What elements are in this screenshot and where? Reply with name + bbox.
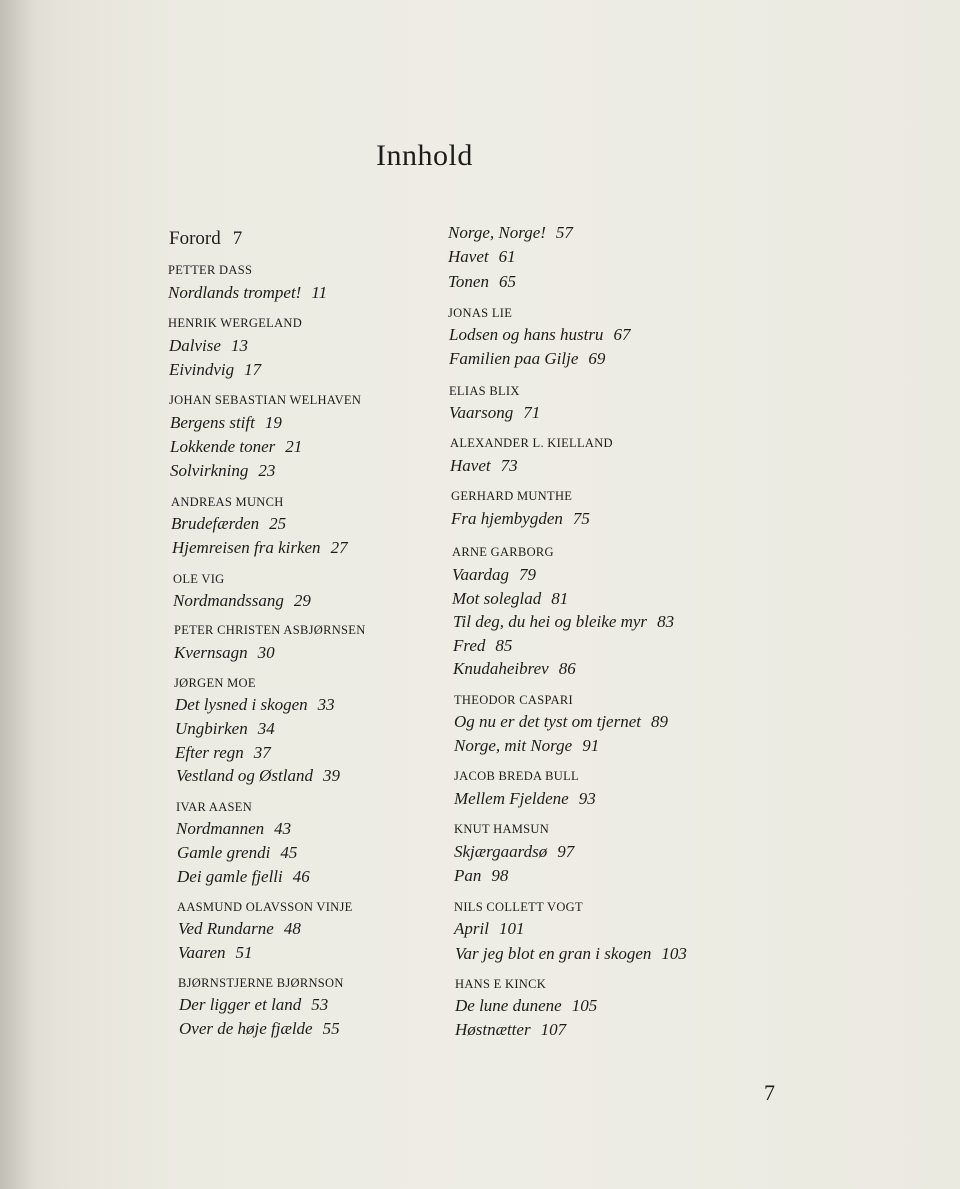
poem-title: Nordmannen: [176, 819, 265, 838]
poem-title: Og nu er det tyst om tjernet: [454, 712, 641, 731]
author-heading: PETER CHRISTEN ASBJØRNSEN: [174, 623, 366, 637]
page-ref: 13: [230, 336, 248, 355]
page-ref: 45: [280, 843, 298, 862]
page-ref: 25: [269, 514, 287, 533]
toc-entry: [454, 865, 508, 887]
page-ref: 19: [264, 413, 282, 432]
author-heading: HANS E KINCK: [455, 977, 547, 991]
poem-title: Fred: [453, 636, 486, 655]
toc-entry: [169, 335, 248, 357]
toc-entry: [177, 866, 310, 888]
poem-title: Fra hjembygden: [451, 509, 563, 528]
toc-entry: [455, 943, 687, 965]
page-ref: 79: [519, 565, 536, 584]
poem-title: Norge, mit Norge: [454, 736, 573, 755]
foreword-entry: [169, 227, 242, 251]
poem-title: Lokkende toner: [170, 437, 276, 456]
author-heading: HENRIK WERGELAND: [168, 316, 303, 330]
toc-entry: [452, 588, 568, 610]
page-ref: 85: [495, 636, 513, 655]
poem-title: Dei gamle fjelli: [177, 867, 283, 886]
poem-title: Norge, Norge!: [448, 223, 546, 242]
toc-entry: [172, 537, 348, 559]
poem-title: Dalvise: [169, 336, 221, 355]
author-heading: JONAS LIE: [448, 306, 513, 320]
toc-entry: [171, 513, 286, 535]
author-heading: ALEXANDER L. KIELLAND: [450, 436, 613, 450]
toc-entry: [450, 455, 518, 477]
toc-entry: [453, 635, 512, 657]
toc-entry: [178, 918, 301, 940]
author-heading: ARNE GARBORG: [452, 545, 554, 559]
page-ref: 11: [311, 283, 328, 302]
poem-title: Det lysned i skogen: [175, 695, 308, 714]
toc-entry: [454, 711, 668, 733]
poem-title: Nordmandssang: [173, 591, 284, 610]
toc-entry: [448, 222, 573, 244]
poem-title: Hjemreisen fra kirken: [172, 538, 321, 557]
toc-entry: [175, 694, 335, 716]
page-ref: 27: [330, 538, 348, 557]
page-ref: 39: [322, 766, 340, 785]
page-ref: 57: [555, 223, 573, 242]
toc-entry: [169, 359, 261, 381]
toc-entry: [175, 718, 275, 740]
poem-title: Ungbirken: [175, 719, 248, 738]
poem-title: Pan: [454, 866, 482, 885]
page-ref: 23: [258, 461, 276, 480]
poem-title: April: [454, 919, 489, 938]
page-ref: 21: [285, 437, 303, 456]
toc-entry: [449, 348, 605, 370]
author-heading: THEODOR CASPARI: [454, 693, 573, 707]
poem-title: Havet: [450, 456, 491, 475]
page-ref: 29: [293, 591, 311, 610]
toc-entry: [170, 436, 302, 458]
author-heading: JOHAN SEBASTIAN WELHAVEN: [169, 393, 362, 407]
author-heading: OLE VIG: [173, 572, 225, 586]
author-heading: PETTER DASS: [168, 263, 253, 277]
page-ref: 53: [311, 995, 329, 1014]
toc-entry: [176, 765, 340, 787]
toc-entry: [453, 658, 576, 680]
author-heading: KNUT HAMSUN: [454, 822, 550, 836]
poem-title: Havet: [448, 247, 489, 266]
page-ref: 46: [292, 867, 310, 886]
page-ref: 71: [523, 403, 541, 422]
poem-title: Tonen: [448, 272, 489, 291]
page-ref: 61: [498, 247, 516, 266]
page-ref: 107: [540, 1020, 567, 1039]
foreword-label: Forord: [169, 228, 221, 249]
poem-title: Vaaren: [178, 943, 226, 962]
page-ref: 17: [244, 360, 262, 379]
foreword-page: 7: [232, 228, 243, 249]
page-ref: 83: [657, 612, 675, 631]
page-ref: 73: [500, 456, 518, 475]
poem-title: Vaarsong: [449, 403, 514, 422]
poem-title: Der ligger et land: [179, 995, 302, 1014]
page-ref: 81: [551, 589, 569, 608]
poem-title: De lune dunene: [455, 996, 562, 1015]
toc-entry: [449, 324, 630, 346]
poem-title: Kvernsagn: [174, 643, 248, 662]
toc-entry: [453, 611, 674, 633]
toc-entry: [451, 508, 590, 530]
page-ref: 97: [557, 842, 575, 861]
toc-entry: [454, 735, 599, 757]
toc-entry: [454, 841, 574, 863]
page-ref: 55: [322, 1019, 340, 1038]
page-ref: 91: [582, 736, 600, 755]
toc-entry: [179, 994, 328, 1016]
poem-title: Efter regn: [175, 743, 244, 762]
page-ref: 48: [283, 919, 301, 938]
page-ref: 105: [571, 996, 598, 1015]
toc-entry: [452, 564, 536, 586]
toc-entry: [448, 246, 516, 268]
author-heading: NILS COLLETT VOGT: [454, 900, 583, 914]
poem-title: Mot soleglad: [452, 589, 542, 608]
page-ref: 75: [572, 509, 590, 528]
spine-shadow: [0, 0, 34, 1189]
poem-title: Ved Rundarne: [178, 919, 274, 938]
poem-title: Lodsen og hans hustru: [449, 325, 604, 344]
poem-title: Høstnætter: [455, 1020, 531, 1039]
poem-title: Bergens stift: [170, 413, 255, 432]
poem-title: Var jeg blot en gran i skogen: [455, 944, 652, 963]
toc-entry: [178, 942, 253, 964]
page-ref: 43: [274, 819, 292, 838]
author-heading: ELIAS BLIX: [449, 384, 520, 398]
toc-entry: [454, 788, 596, 810]
poem-title: Knudaheibrev: [453, 659, 549, 678]
toc-entry: [170, 460, 275, 482]
poem-title: Skjærgaardsø: [454, 842, 548, 861]
toc-entry: [177, 842, 297, 864]
page-ref: 37: [253, 743, 271, 762]
page-ref: 65: [498, 272, 516, 291]
page-ref: 93: [578, 789, 596, 808]
toc-entry: [170, 412, 282, 434]
author-heading: JØRGEN MOE: [174, 676, 256, 690]
page-ref: 67: [613, 325, 631, 344]
toc-entry: [173, 590, 311, 612]
poem-title: Mellem Fjeldene: [454, 789, 569, 808]
toc-entry: [179, 1018, 340, 1040]
poem-title: Vaardag: [452, 565, 509, 584]
page-ref: 89: [650, 712, 668, 731]
page-ref: 33: [317, 695, 335, 714]
page-ref: 98: [491, 866, 509, 885]
poem-title: Solvirkning: [170, 461, 249, 480]
author-heading: JACOB BREDA BULL: [454, 769, 579, 783]
page-ref: 103: [661, 944, 687, 963]
page-ref: 30: [257, 643, 275, 662]
page-ref: 51: [235, 943, 253, 962]
toc-entry: [174, 642, 275, 664]
poem-title: Til deg, du hei og bleike myr: [453, 612, 648, 631]
toc-entry: [168, 282, 327, 304]
author-heading: AASMUND OLAVSSON VINJE: [177, 900, 353, 914]
poem-title: Over de høje fjælde: [179, 1019, 313, 1038]
poem-title: Familien paa Gilje: [449, 349, 579, 368]
toc-entry: [454, 918, 524, 940]
toc-entry: [449, 402, 540, 424]
poem-title: Gamle grendi: [177, 843, 271, 862]
poem-title: Eivindvig: [169, 360, 235, 379]
author-heading: ANDREAS MUNCH: [171, 495, 284, 509]
page-title: Innhold: [376, 139, 473, 172]
toc-entry: [455, 995, 597, 1017]
poem-title: Vestland og Østland: [176, 766, 313, 785]
author-heading: IVAR AASEN: [176, 800, 253, 814]
page-ref: 86: [558, 659, 576, 678]
toc-entry: [176, 818, 291, 840]
author-heading: BJØRNSTJERNE BJØRNSON: [178, 976, 344, 990]
page-ref: 101: [498, 919, 525, 938]
page-number: 7: [764, 1080, 775, 1105]
poem-title: Nordlands trompet!: [168, 283, 302, 302]
page-ref: 34: [257, 719, 275, 738]
page-ref: 69: [588, 349, 606, 368]
toc-entry: [455, 1019, 566, 1041]
toc-entry: [448, 271, 516, 293]
toc-entry: [175, 742, 271, 764]
poem-title: Brudefærden: [171, 514, 260, 533]
author-heading: GERHARD MUNTHE: [451, 489, 573, 503]
